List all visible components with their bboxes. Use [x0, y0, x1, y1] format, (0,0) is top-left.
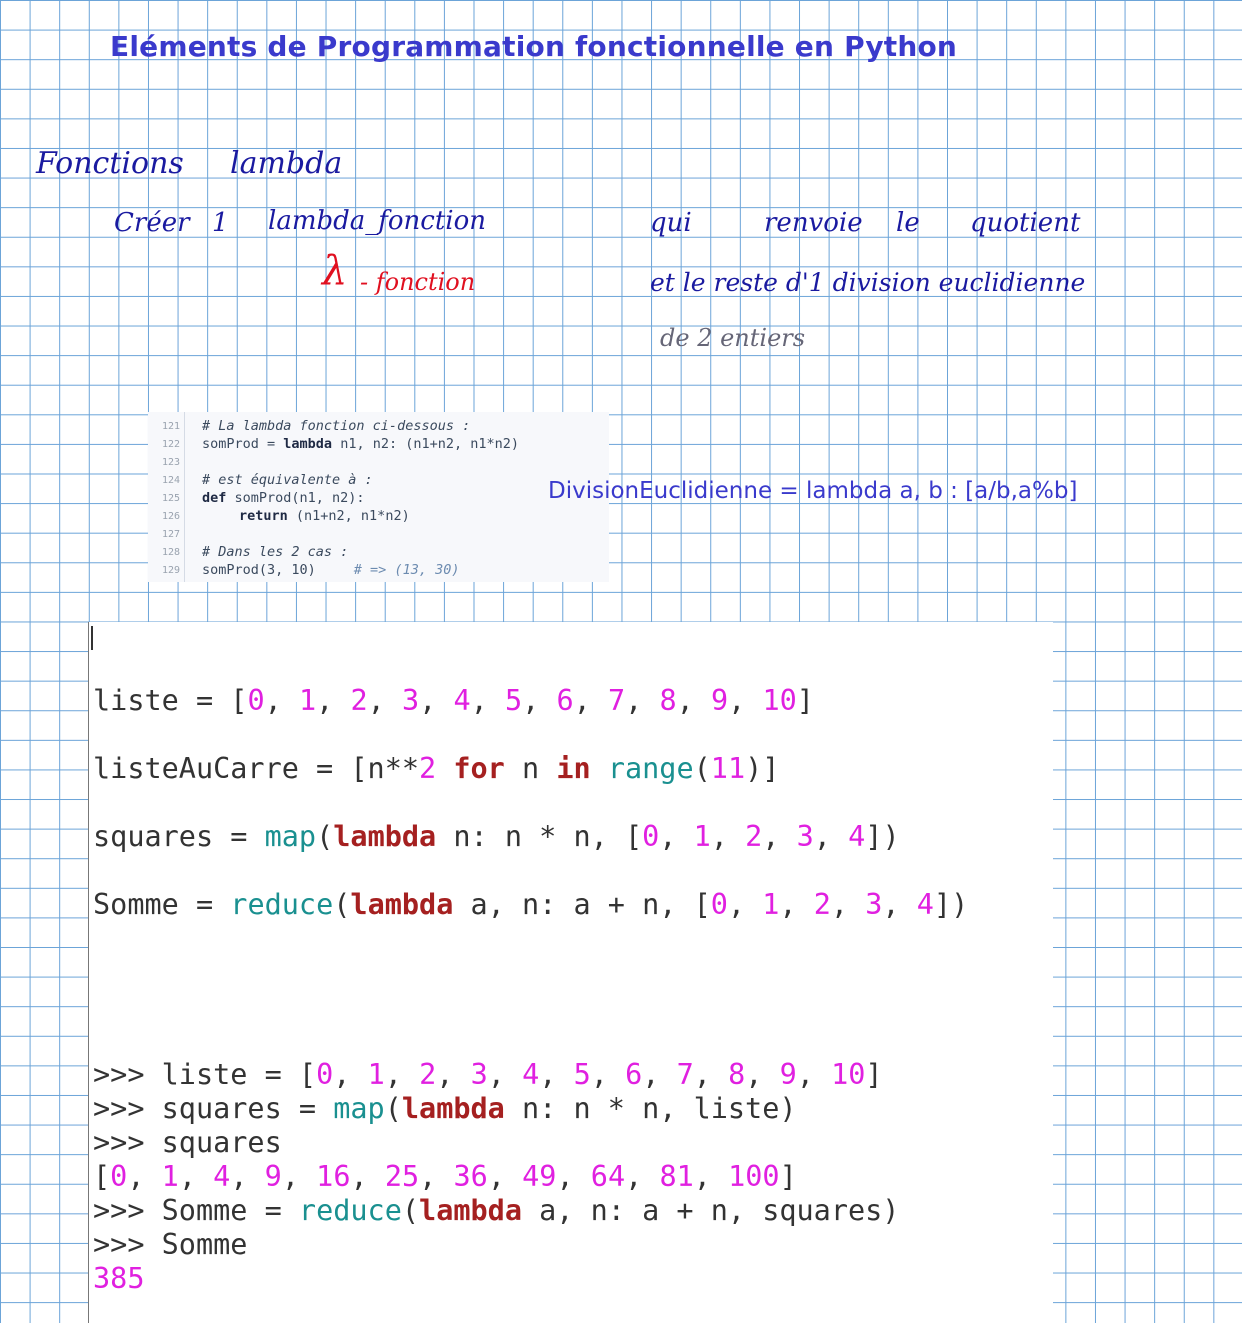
- number-literal: 10: [831, 1058, 866, 1091]
- console-text: (: [401, 1194, 420, 1227]
- line-number-gutter: [148, 412, 185, 582]
- number-literal: 5: [504, 684, 523, 717]
- console-text: n: n * n, liste): [504, 1092, 797, 1125]
- console-text: [: [93, 1160, 111, 1193]
- line-number: 123: [161, 457, 180, 468]
- number-literal: 1: [298, 684, 317, 717]
- console-result: 385: [93, 1262, 145, 1295]
- number-literal: 4: [848, 820, 866, 853]
- number-literal: 36: [453, 1160, 488, 1193]
- console-line: >>> Somme: [93, 1228, 248, 1261]
- code-text: a, n: a + n, [: [453, 888, 711, 921]
- line-number: 127: [161, 529, 180, 540]
- number-literal: 9: [710, 684, 729, 717]
- console-text: >>> Somme =: [93, 1194, 299, 1227]
- handwritten-qui: qui: [650, 208, 692, 238]
- number-literal: 2: [419, 752, 437, 785]
- code-text: (: [333, 888, 351, 921]
- number-literal: 3: [865, 888, 883, 921]
- code-line-liste: liste = [0, 1, 2, 3, 4, 5, 6, 7, 8, 9, 10]: [93, 684, 814, 717]
- snippet-keyword: def: [202, 490, 227, 506]
- code-line-squares: squares = map(lambda n: n * n, [0, 1, 2, 3, 4]): [93, 820, 900, 853]
- snippet-text: (n1+n2, n1*n2): [287, 508, 410, 524]
- keyword-in: in: [556, 752, 591, 785]
- code-editor-panel[interactable]: [88, 622, 1053, 1323]
- line-number: 122: [161, 439, 180, 450]
- code-text: n: [504, 752, 557, 785]
- number-literal: 11: [710, 752, 746, 785]
- snippet-text: somProd(3, 10): [202, 562, 316, 578]
- console-line: >>> liste = [0, 1, 2, 3, 4, 5, 6, 7, 8, 9, 10]: [93, 1058, 883, 1091]
- console-line: >>> squares: [93, 1126, 282, 1159]
- code-text: liste = [: [93, 684, 248, 717]
- keyword-for: for: [453, 752, 505, 785]
- console-output: [0, 1, 4, 9, 16, 25, 36, 49, 64, 81, 100]: [93, 1160, 797, 1193]
- handwritten-creer: Créer: [114, 208, 190, 238]
- number-literal: 4: [522, 1058, 540, 1091]
- code-text: (: [316, 820, 334, 853]
- handwritten-heading-fonctions: Fonctions: [36, 146, 184, 181]
- number-literal: 1: [161, 1160, 179, 1193]
- number-literal: 4: [213, 1160, 231, 1193]
- builtin-reduce: reduce: [230, 888, 334, 921]
- text-cursor: [91, 626, 93, 650]
- code-snippet-image: [148, 412, 609, 582]
- snippet-text: somProd =: [202, 436, 284, 452]
- number-literal: 0: [316, 1058, 334, 1091]
- handwritten-heading-lambda: lambda: [230, 146, 343, 181]
- snippet-line: [202, 436, 519, 452]
- snippet-line: [202, 508, 410, 524]
- code-text: listeAuCarre = [n**: [93, 752, 420, 785]
- number-literal: 49: [522, 1160, 557, 1193]
- line-number: 121: [161, 421, 180, 432]
- snippet-keyword: lambda: [283, 436, 333, 452]
- keyword-lambda: lambda: [419, 1194, 522, 1227]
- number-literal: 0: [110, 1160, 128, 1193]
- console-text: a, n: a + n, squares): [521, 1194, 900, 1227]
- snippet-line: [202, 562, 459, 578]
- snippet-comment: # => (13, 30): [353, 562, 460, 578]
- code-text: )]: [745, 752, 780, 785]
- handwritten-lambda-fonction: lambda_fonction: [268, 206, 487, 236]
- number-literal: 1: [693, 820, 711, 853]
- builtin-map: map: [333, 1092, 385, 1125]
- snippet-text: n1, n2: (n1+n2, n1*n2): [332, 436, 519, 452]
- snippet-comment: # Dans les 2 cas :: [202, 544, 349, 560]
- builtin-reduce: reduce: [298, 1194, 402, 1227]
- number-literal: 100: [728, 1160, 780, 1193]
- console-text: >>> squares =: [93, 1092, 334, 1125]
- code-text: (: [693, 752, 711, 785]
- code-text: n: n * n, [: [436, 820, 643, 853]
- number-literal: 4: [453, 684, 471, 717]
- number-literal: 2: [350, 684, 368, 717]
- number-literal: 8: [728, 1058, 746, 1091]
- number-literal: 3: [401, 684, 420, 717]
- number-literal: 1: [762, 888, 780, 921]
- number-literal: 6: [556, 684, 574, 717]
- snippet-text: somProd(n1, n2):: [226, 490, 365, 506]
- number-literal: 6: [625, 1058, 643, 1091]
- division-expression: DivisionEuclidienne = lambda a, b : [a/b,a%b]: [548, 478, 1078, 504]
- number-literal: 2: [745, 820, 763, 853]
- handwritten-line-3: de 2 entiers: [660, 324, 806, 352]
- number-literal: 2: [813, 888, 831, 921]
- number-literal: 1: [367, 1058, 385, 1091]
- number-literal: 16: [316, 1160, 351, 1193]
- number-literal: 9: [264, 1160, 282, 1193]
- page-title: Eléments de Programmation fonctionnelle en Python: [110, 30, 958, 63]
- number-literal: 0: [247, 684, 265, 717]
- code-text: squares =: [93, 820, 265, 853]
- code-text: ]): [933, 888, 969, 921]
- number-literal: 5: [573, 1058, 591, 1091]
- number-literal: 2: [419, 1058, 437, 1091]
- handwritten-renvoie: renvoie: [764, 208, 863, 238]
- number-literal: 25: [384, 1160, 420, 1193]
- snippet-comment: # La lambda fonction ci-dessous :: [202, 418, 471, 434]
- number-literal: 10: [762, 684, 797, 717]
- number-literal: 0: [642, 820, 660, 853]
- keyword-lambda: lambda: [333, 820, 437, 853]
- code-line-somme: Somme = reduce(lambda a, n: a + n, [0, 1, 2, 3, 4]): [93, 888, 969, 921]
- number-literal: 3: [796, 820, 814, 853]
- handwritten-line-2: et le reste d'1 division euclidienne: [650, 268, 1086, 297]
- code-text: Somme =: [93, 888, 231, 921]
- handwritten-quotient: quotient: [970, 208, 1081, 238]
- line-number: 125: [161, 493, 180, 504]
- number-literal: 64: [590, 1160, 626, 1193]
- number-literal: 3: [470, 1058, 488, 1091]
- console-line: [93, 1092, 797, 1125]
- handwritten-one: 1: [212, 208, 229, 238]
- console-text: (: [384, 1092, 402, 1125]
- handwritten-lambda-symbol: λ: [322, 248, 348, 294]
- builtin-range: range: [607, 752, 694, 785]
- builtin-map: map: [264, 820, 317, 853]
- number-literal: 7: [676, 1058, 694, 1091]
- line-number: 129: [161, 565, 180, 576]
- number-literal: 4: [916, 888, 934, 921]
- number-literal: 9: [779, 1058, 797, 1091]
- console-text: ]: [865, 1058, 883, 1091]
- code-text: ]): [865, 820, 900, 853]
- number-literal: 7: [607, 684, 626, 717]
- line-number: 124: [161, 475, 180, 486]
- console-line: [93, 1194, 899, 1227]
- number-literal: 81: [659, 1160, 694, 1193]
- snippet-line: [202, 490, 365, 506]
- code-line-liste-au-carre: [93, 752, 779, 785]
- snippet-keyword: return: [239, 508, 288, 524]
- snippet-comment: # est équivalente à :: [202, 472, 373, 488]
- code-text: ]: [796, 684, 814, 717]
- console-text: ]: [779, 1160, 797, 1193]
- line-number: 128: [161, 547, 180, 558]
- line-number: 126: [161, 511, 180, 522]
- keyword-lambda: lambda: [350, 888, 454, 921]
- number-literal: 0: [710, 888, 728, 921]
- number-literal: 8: [659, 684, 677, 717]
- keyword-lambda: lambda: [401, 1092, 505, 1125]
- handwritten-le: le: [896, 208, 920, 238]
- console-text: >>> liste = [: [93, 1058, 317, 1091]
- handwritten-lambda-word: - fonction: [360, 268, 476, 296]
